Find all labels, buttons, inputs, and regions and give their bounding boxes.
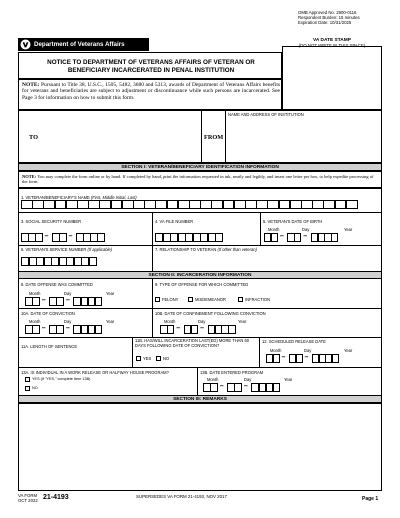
omb-approved: OMB Approved No. 2900-0116 [298,10,357,15]
institution-address-field[interactable] [228,118,378,160]
offense-year-label: Year [106,291,115,296]
letter-box[interactable] [271,233,278,242]
letter-box[interactable] [155,200,167,209]
letter-box[interactable] [312,200,324,209]
service-number-label-text: 6. VETERAN'S SERVICE NUMBER [21,247,87,252]
divider-11b-12 [259,338,260,367]
letter-box[interactable] [323,200,335,209]
infraction-checkbox[interactable] [238,297,243,302]
letter-box[interactable] [279,200,291,209]
letter-box[interactable] [331,233,338,242]
service-number-label [21,247,112,252]
institution-label: NAME AND ADDRESS OF INSTITUTION [228,112,304,117]
letter-box[interactable] [228,325,236,334]
address-divider-2 [225,111,226,164]
divider-11a-11b [132,338,133,367]
form-title-line-1: NOTICE TO DEPARTMENT OF VETERANS AFFAIRS OF VETERAN OR [47,59,255,66]
intro-note-label: NOTE: [22,82,40,88]
felony-checkbox[interactable] [155,297,160,302]
confinement-month-label: Month [164,319,176,324]
section-1-note-label: NOTE: [22,173,37,179]
letter-box[interactable] [167,200,179,209]
veteran-name-label-text: 1. VETERAN/BENEFICIARY'S NAME [21,195,90,200]
to-label: TO [29,134,38,141]
relationship-label [155,247,257,252]
over-60-days-yes-checkbox[interactable] [136,356,141,361]
letter-box[interactable] [332,354,339,363]
letter-box[interactable] [66,200,78,209]
rule-after-row-3 [18,245,382,246]
section-3-header: SECTION III: REMARKS [18,395,382,403]
offense-month-label: Month [29,291,41,296]
letter-box[interactable] [273,383,281,392]
omb-expiration: Expiration Date: 10/31/2025 [298,20,352,25]
letter-box[interactable] [99,200,111,209]
relationship-label-text: 7. RELATIONSHIP TO VETERAN [155,247,217,252]
sentence-length-label: 11A. LENGTH OF SENTENCE [21,344,78,349]
dob-label: 5. VETERAN'S DATE OF BIRTH [263,219,323,224]
letter-box[interactable] [32,200,44,209]
separator-dash: – [41,297,46,304]
omb-info [298,10,360,25]
misdemeanor-label: MISDEMEANOR [195,297,226,302]
separator-dash: – [219,383,224,390]
letter-box[interactable] [210,383,218,392]
intro-note-text: Pursuant to Title 38, U.S.C., 1505, 5482, 3680 and 5313, awards of Department of Veterans Affairs benefits for veterans and beneficiaries are subject to adjustment or discontinuance while such persons are incarcerated. See Page 3 for information on how to submit this form. [22,82,280,101]
to-address-field[interactable] [38,118,178,160]
letter-box[interactable] [133,200,145,209]
confinement-year-label: Year [238,319,247,324]
letter-box[interactable] [144,200,156,209]
conviction-date-label: 10A. DATE OF CONVICTION [21,311,75,316]
rule-after-note [18,188,382,189]
letter-box[interactable] [21,200,33,209]
infraction-label: INFRACTION [245,297,271,302]
work-release-yes-checkbox[interactable] [25,377,30,382]
letter-box[interactable] [200,200,212,209]
page-number: Page 1 [362,496,379,502]
release-year-label: Year [344,348,353,353]
form-title-line-2: BENEFICIARY INCARCERATED IN PENAL INSTITUTION [67,67,235,74]
letter-box[interactable] [59,233,67,242]
letter-box[interactable] [56,325,64,334]
divider-8-9 [152,279,153,308]
separator-dash: – [279,233,284,240]
letter-box[interactable] [301,200,313,209]
letter-box[interactable] [111,200,123,209]
over-60-days-label: 11B. HAS/WILL INCARCERATION LAST(ED) MORE THAN 60 DAYS FOLLOWING DATE OF CONVICTION? [135,338,250,348]
rule-after-name [18,212,382,213]
letter-box[interactable] [335,200,347,209]
over-60-days-yes-label: YES [143,356,152,361]
letter-box[interactable] [234,383,242,392]
letter-box[interactable] [122,200,134,209]
from-label: FROM [204,134,224,141]
letter-box[interactable] [273,354,280,363]
over-60-days-no-label: NO [163,356,170,361]
ssn-label: 3. SOCIAL SECURITY NUMBER [21,219,82,224]
misdemeanor-checkbox[interactable] [188,297,193,302]
release-day-label: Day [304,348,312,353]
date-stamp-note: (DO NOT WRITE IN THIS SPACE) [298,43,366,48]
intro-note [22,82,280,101]
section-1-note-box [18,171,382,188]
letter-box[interactable] [95,297,103,306]
divider-6-7 [152,246,153,271]
letter-box[interactable] [256,200,268,209]
work-release-no-checkbox[interactable] [25,386,30,391]
separator-dash: – [44,233,49,240]
separator-dash: – [176,325,181,332]
letter-box[interactable] [89,257,97,266]
divider-10 [152,309,153,337]
offense-date-label: 8. DATE OFFENSE WAS COMMITTED [21,282,93,287]
veteran-name-hint: (First, Middle Initial, Last) [90,195,137,200]
offense-day-label: Day [64,291,72,296]
release-date-label: 12. SCHEDULED RELEASE DATE [262,339,326,344]
separator-dash: – [65,325,70,332]
remarks-input[interactable] [18,403,382,491]
va-file-number-label: 4. VA FILE NUMBER [155,219,194,224]
supersedes-note: SUPERSEDES VA FORM 21-4193, NOV 2017 [136,494,227,499]
letter-box[interactable] [97,233,105,242]
letter-box[interactable] [234,200,246,209]
letter-box[interactable] [32,297,40,306]
over-60-days-no-checkbox[interactable] [156,356,161,361]
section-2-header: SECTION II: INCARCERATION INFORMATION [18,271,382,279]
letter-box[interactable] [95,325,103,334]
form-title-box [18,52,282,79]
letter-box[interactable] [346,200,358,209]
separator-dash: – [41,325,46,332]
separator-dash: – [303,233,308,240]
confinement-day-label: Day [198,319,206,324]
section-1-note-text: You may complete the form online or by hand. If completed by hand, print the information requested in ink, neatly and legibly, and insert one letter per box, to help expedite processing of the form. [22,173,374,184]
form-label: VA FORM [18,493,38,498]
divider-3-4 [152,213,153,245]
letter-box[interactable] [267,200,279,209]
work-release-label: 13A. IS INDIVIDUAL IN A WORK RELEASE OR HALFWAY HOUSE PROGRAM? [21,370,169,375]
date-stamp-area [282,46,382,110]
relationship-hint: (If other than veteran) [217,247,257,252]
separator-dash: – [68,233,73,240]
letter-box[interactable] [35,233,43,242]
dob-day-label: Day [302,227,310,232]
letter-box[interactable] [167,325,175,334]
letter-box[interactable] [32,325,40,334]
dob-year-label: Year [344,227,353,232]
agency-name: Department of Veterans Affairs [34,41,125,48]
section-1-header: SECTION I: VETERAN/BENEFICIARY IDENTIFICATION INFORMATION [18,163,382,171]
letter-box[interactable] [88,200,100,209]
release-month-label: Month [270,348,282,353]
relationship-input[interactable] [155,254,379,268]
dob-month-label: Month [268,227,280,232]
form-title [19,59,283,75]
separator-dash: – [200,325,204,332]
conviction-year-label: Year [106,319,115,324]
letter-box[interactable] [294,233,301,242]
intro-note-box [18,79,282,110]
separator-dash: – [65,297,70,304]
address-divider-1 [201,111,202,164]
offense-type-label: 9. TYPE OF OFFENSE FOR WHICH COMMITTED [155,282,249,287]
letter-box[interactable] [77,200,89,209]
separator-dash: – [304,354,309,361]
service-number-hint: (If applicable) [87,247,113,252]
felony-label: FELONY [162,297,179,302]
omb-burden: Respondent Burden: 15 minutes [298,15,360,20]
separator-dash: – [243,383,248,390]
program-month-label: Month [207,377,219,382]
form-date: OCT 2022 [18,498,38,503]
agency-header [18,38,149,51]
va-seal-icon [20,39,31,50]
divider-13 [197,368,198,395]
letter-box[interactable] [189,200,201,209]
letter-box[interactable] [223,200,235,209]
letter-box[interactable] [245,200,257,209]
program-entry-date-label: 13B. DATE ENTERED PROGRAM [200,370,264,375]
letter-box[interactable] [290,200,302,209]
rule-after-row-8 [18,308,382,309]
separator-dash: – [281,354,286,361]
letter-box[interactable] [191,325,199,334]
program-day-label: Day [244,377,252,382]
letter-box[interactable] [56,297,64,306]
form-number: 21-4193 [43,494,69,501]
conviction-month-label: Month [29,319,41,324]
program-year-label: Year [284,377,293,382]
letter-box[interactable] [178,200,190,209]
letter-box[interactable] [215,233,223,242]
sentence-length-input[interactable] [22,352,132,364]
work-release-no-label: NO [32,386,38,390]
section-1-note [22,174,380,185]
work-release-yes-label: YES (If "YES," complete Item 13B) [32,377,91,381]
confinement-date-label: 10B. DATE OF CONFINEMENT FOLLOWING CONVICTION [155,311,266,316]
letter-box[interactable] [55,200,67,209]
letter-box[interactable] [211,200,223,209]
divider-4-5 [260,213,261,245]
form-id [18,493,38,503]
letter-box[interactable] [296,354,303,363]
letter-box[interactable] [43,200,55,209]
date-stamp-title: VA DATE STAMP [313,38,351,43]
rule-after-row-11 [18,367,382,368]
conviction-day-label: Day [64,319,72,324]
